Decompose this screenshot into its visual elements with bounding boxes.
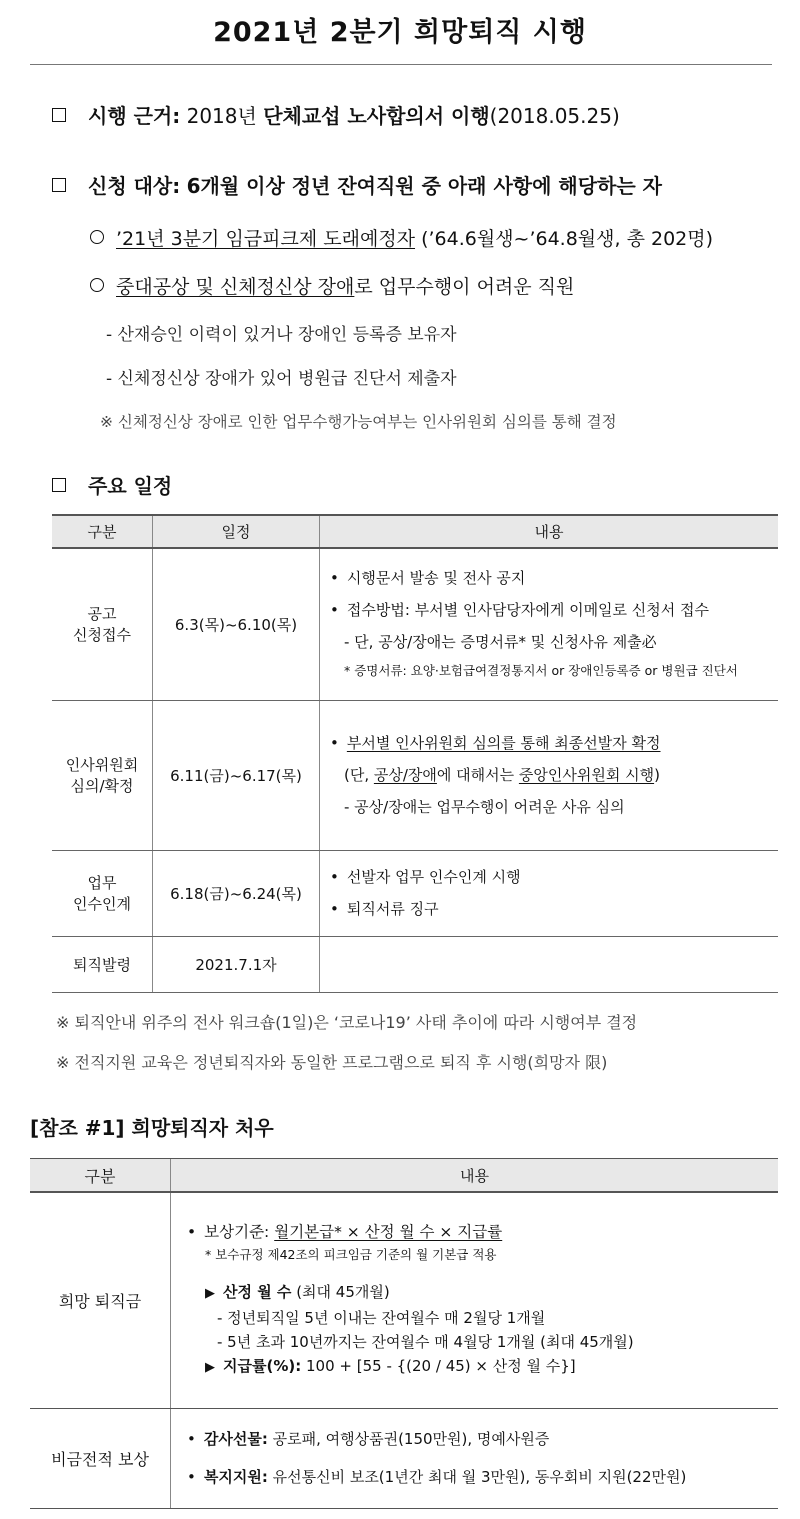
basis-label: 시행 근거: (88, 104, 181, 128)
row-date: 6.3(목)~6.10(목) (153, 548, 320, 700)
months-rest: (최대 45개월) (296, 1283, 390, 1302)
paren-close: ) (654, 766, 660, 784)
schedule-header-row (52, 515, 778, 548)
ref-row-category: 비금전적 보상 (30, 1408, 171, 1508)
page-title: 2021년 2분기 희망퇴직 시행 (213, 17, 587, 48)
schedule-note-1: ※ 퇴직안내 위주의 전사 워크숍(1일)은 ‘코로나19’ 사태 추이에 따라 시행여부 결정 (56, 1013, 638, 1032)
ref-row-category: 희망 퇴직금 (30, 1192, 171, 1408)
title-divider (30, 64, 772, 65)
row-content (320, 850, 779, 936)
target-text: 6개월 이상 정년 잔여직원 중 아래 사항에 해당하는 자 (186, 174, 662, 198)
welfare-text: 유선통신비 보조(1년간 최대 월 3만원), 동우회비 지원(22만원) (272, 1468, 687, 1486)
months-rule-1: - 정년퇴직일 5년 이내는 잔여월수 매 2월당 1개월 (217, 1309, 546, 1328)
row-content (320, 700, 779, 850)
content-bullet: • 접수방법: 부서별 인사담당자에게 이메일로 신청서 접수 (330, 594, 777, 626)
reference-header-row (30, 1159, 778, 1193)
col-header-date: 일정 (153, 515, 320, 548)
target-note: ※ 신체정신상 장애로 인한 업무수행가능여부는 인사위원회 심의를 통해 결정 (100, 413, 617, 431)
target-item-1-rest: (’64.6월생~’64.8월생, 총 202명) (421, 228, 714, 250)
section-target (52, 170, 662, 199)
row-category (52, 700, 153, 850)
reference-heading: [참조 #1] 희망퇴직자 처우 (30, 1116, 274, 1140)
rate-line (187, 1354, 777, 1380)
formula-note: * 보수규정 제42조의 피크임금 기준의 월 기본급 적용 (205, 1247, 497, 1263)
target-item-2-underlined: 중대공상 및 신체정신상 장애 (116, 276, 355, 298)
ref-row-content (171, 1408, 779, 1508)
section-basis (52, 100, 620, 129)
content-dash: - 공상/장애는 업무수행이 어려운 사유 심의 (344, 798, 625, 816)
circle-bullet-icon (90, 278, 104, 292)
welfare-line (187, 1465, 777, 1489)
schedule-table (52, 514, 778, 993)
checkbox-square-icon (52, 478, 66, 492)
content-bullet-underlined: 부서별 인사위원회 심의를 통해 최종선발자 확정 (346, 734, 661, 752)
row-content (320, 548, 779, 700)
category-line: 신청접수 (73, 626, 131, 645)
reference-table (30, 1158, 778, 1509)
col-header-content: 내용 (320, 515, 779, 548)
formula-text: 월기본급* × 산정 월 수 × 지급률 (274, 1223, 503, 1242)
circle-bullet-icon (90, 230, 104, 244)
table-row (52, 850, 778, 936)
content-bullet: • 퇴직서류 징구 (330, 893, 777, 925)
schedule-heading: 주요 일정 (88, 474, 173, 498)
content-paren (330, 759, 777, 791)
section-schedule (52, 470, 172, 499)
months-label: 산정 월 수 (223, 1283, 292, 1302)
ref-col-header-content: 내용 (171, 1159, 779, 1193)
rate-text: 100 + [55 - {(20 / 45) × 산정 월 수}] (306, 1357, 576, 1376)
checkbox-square-icon (52, 178, 66, 192)
paren-open: (단, (344, 766, 374, 784)
row-category (52, 850, 153, 936)
target-dash-1: - 산재승인 이력이 있거나 장애인 등록증 보유자 (106, 325, 457, 345)
content-footnote: * 증명서류: 요양·보험급여결정통지서 or 장애인등록증 or 병원급 진단서 (344, 662, 738, 678)
welfare-label: 복지지원: (203, 1468, 268, 1486)
row-category (52, 548, 153, 700)
table-row (30, 1192, 778, 1408)
formula-line (187, 1220, 777, 1244)
gift-label: 감사선물: (203, 1430, 268, 1448)
paren-underlined-1: 공상/장애 (373, 766, 437, 784)
gift-line (187, 1427, 777, 1451)
formula-label: 보상기준: (204, 1223, 270, 1242)
target-label: 신청 대상: (88, 174, 181, 198)
basis-year: 2018년 (186, 104, 257, 128)
category-line: 심의/확정 (70, 777, 134, 795)
paren-mid: 에 대해서는 (436, 766, 519, 784)
checkbox-square-icon (52, 108, 66, 122)
content-bullet: • 시행문서 발송 및 전사 공지 (330, 562, 777, 594)
ref-col-header-category: 구분 (30, 1159, 171, 1193)
basis-emphasis: 단체교섭 노사합의서 이행 (263, 104, 490, 128)
content-bullet (330, 727, 777, 759)
table-row (30, 1408, 778, 1508)
category-line: 공고 (87, 605, 117, 624)
target-item-2 (90, 272, 574, 299)
months-rule-2: - 5년 초과 10년까지는 잔여월수 매 4월당 1개월 (최대 45개월) (217, 1333, 634, 1352)
target-dash-2: - 신체정신상 장애가 있어 병원급 진단서 제출자 (106, 369, 457, 389)
rate-label: 지급률(%): (223, 1357, 302, 1376)
content-bullet: • 선발자 업무 인수인계 시행 (330, 861, 777, 893)
row-date: 2021.7.1자 (153, 936, 320, 992)
months-line (187, 1280, 777, 1306)
target-item-1-underlined: ’21년 3분기 임금피크제 도래예정자 (116, 228, 416, 250)
table-row (52, 700, 778, 850)
target-item-1 (90, 224, 713, 251)
schedule-note-2: ※ 전직지원 교육은 정년퇴직자와 동일한 프로그램으로 퇴직 후 시행(희망자 限) (56, 1053, 608, 1072)
table-row (52, 936, 778, 992)
row-content (320, 936, 779, 992)
basis-date: (2018.05.25) (489, 104, 620, 128)
row-category: 퇴직발령 (52, 936, 153, 992)
content-dash: - 단, 공상/장애는 증명서류* 및 신청사유 제출必 (344, 632, 657, 651)
category-line: 인수인계 (73, 895, 131, 913)
gift-text: 공로패, 여행상품권(150만원), 명예사원증 (272, 1430, 550, 1448)
category-line: 인사위원회 (65, 756, 139, 774)
target-item-2-rest: 로 업무수행이 어려운 직원 (354, 276, 575, 298)
ref-row-content (171, 1192, 779, 1408)
paren-underlined-2: 중앙인사위원회 시행 (518, 766, 655, 784)
row-date: 6.18(금)~6.24(목) (153, 850, 320, 936)
row-date: 6.11(금)~6.17(목) (153, 700, 320, 850)
col-header-category: 구분 (52, 515, 153, 548)
category-line: 업무 (87, 874, 117, 892)
table-row (52, 548, 778, 700)
